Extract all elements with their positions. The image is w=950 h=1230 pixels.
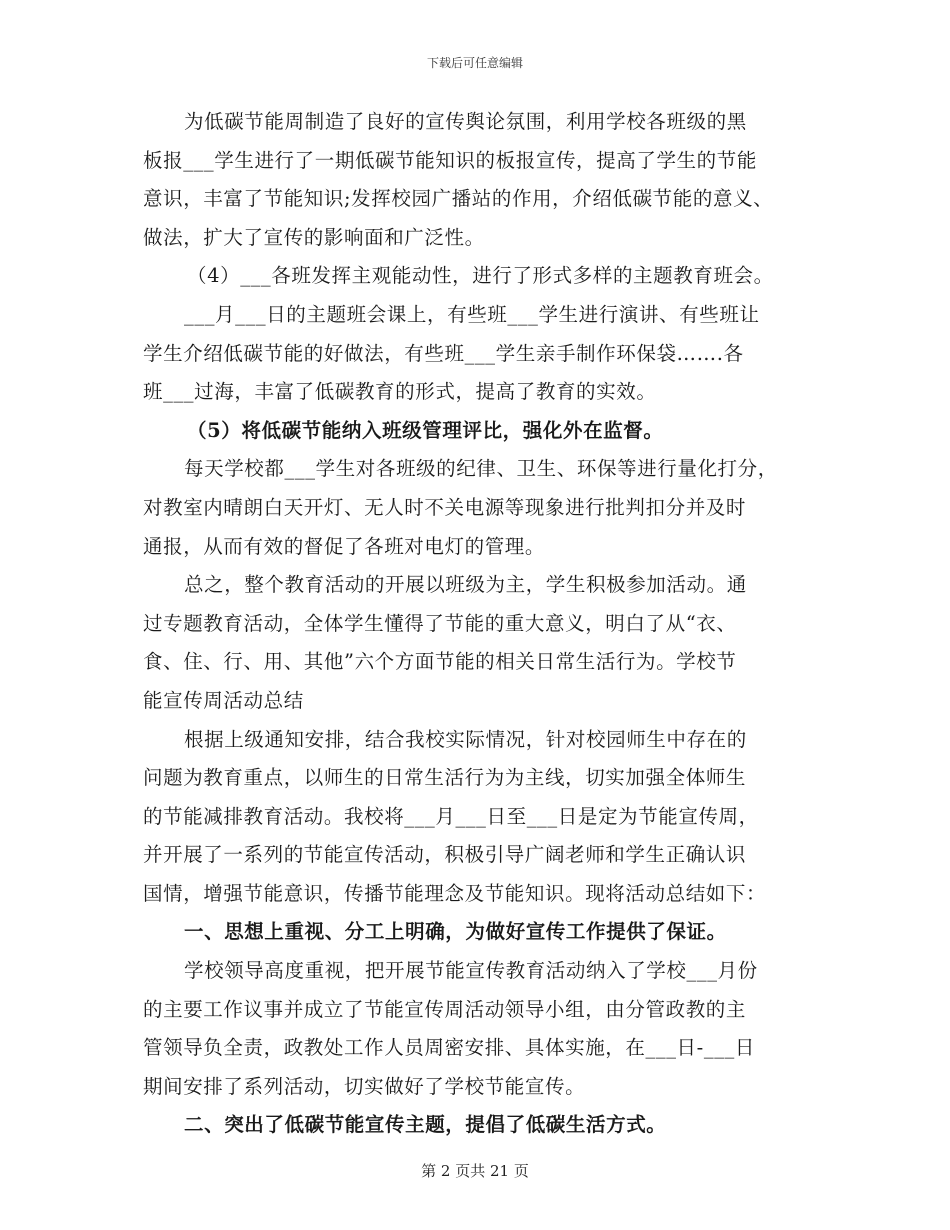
text-line: 根据上级通知安排，结合我校实际情况，针对校园师生中存在的 xyxy=(184,727,747,751)
text-line: 期间安排了系列活动，切实做好了学校节能宣传。 xyxy=(143,1074,586,1098)
text-line: 通报，从而有效的督促了各班对电灯的管理。 xyxy=(143,534,546,558)
page-header: 下载后可任意编辑 xyxy=(426,56,523,70)
text-line: 国情，增强节能意识，传播节能理念及节能知识。现将活动总结如下： xyxy=(143,881,767,905)
text-line: 对教室内晴朗白天开灯、无人时不关电源等现象进行批判扣分并及时 xyxy=(143,495,747,519)
text-line: 学生介绍低碳节能的好做法，有些班___学生亲手制作环保袋…….各 xyxy=(143,341,744,365)
text-line: ___月___日的主题班会课上，有些班___学生进行演讲、有些班让 xyxy=(184,302,760,326)
section-heading: 二、突出了低碳节能宣传主题，提倡了低碳生活方式。 xyxy=(184,1113,667,1137)
text-line: 学校领导高度重视，把开展节能宣传教育活动纳入了学校___月份 xyxy=(184,959,758,983)
text-line: 板报___学生进行了一期低碳节能知识的板报宣传，提高了学生的节能 xyxy=(143,148,757,172)
text-line: 意识，丰富了节能知识;发挥校园广播站的作用，介绍低碳节能的意义、 xyxy=(143,187,774,211)
section-heading: （5）将低碳节能纳入班级管理评比，强化外在监督。 xyxy=(187,418,664,442)
text-line: 每天学校都___学生对各班级的纪律、卫生、环保等进行量化打分， xyxy=(184,457,778,481)
text-line: （4）___各班发挥主观能动性，进行了形式多样的主题教育班会。 xyxy=(187,264,774,288)
text-line: 问题为教育重点，以师生的日常生活行为为主线，切实加强全体师生 xyxy=(143,766,747,790)
text-line: 食、住、行、用、其他”六个方面节能的相关日常生活行为。学校节 xyxy=(143,650,737,674)
document-body xyxy=(143,103,819,1145)
section-heading: 一、思想上重视、分工上明确，为做好宣传工作提供了保证。 xyxy=(184,920,727,944)
text-line: 并开展了一系列的节能宣传活动，积极引导广阔老师和学生正确认识 xyxy=(143,843,747,867)
text-line: 能宣传周活动总结 xyxy=(143,688,304,712)
text-line: 为低碳节能周制造了良好的宣传舆论氛围，利用学校各班级的黑 xyxy=(184,110,747,133)
text-line: 管领导负全责，政教处工作人员周密安排、具体实施，在___日-___日 xyxy=(143,1036,755,1060)
text-line: 的节能减排教育活动。我校将___月___日至___日是定为节能宣传周， xyxy=(143,804,759,828)
text-line: 过专题教育活动，全体学生懂得了节能的重大意义，明白了从“衣、 xyxy=(143,611,737,635)
text-line: 做法，扩大了宣传的影响面和广泛性。 xyxy=(143,225,485,249)
text-line: 的主要工作议事并成立了节能宣传周活动领导小组，由分管政教的主 xyxy=(143,997,747,1021)
text-line: 总之，整个教育活动的开展以班级为主，学生积极参加活动。通 xyxy=(184,573,747,597)
text-line: 班___过海，丰富了低碳教育的形式，提高了教育的实效。 xyxy=(143,380,657,404)
page-footer: 第 2 页共 21 页 xyxy=(421,1162,529,1180)
